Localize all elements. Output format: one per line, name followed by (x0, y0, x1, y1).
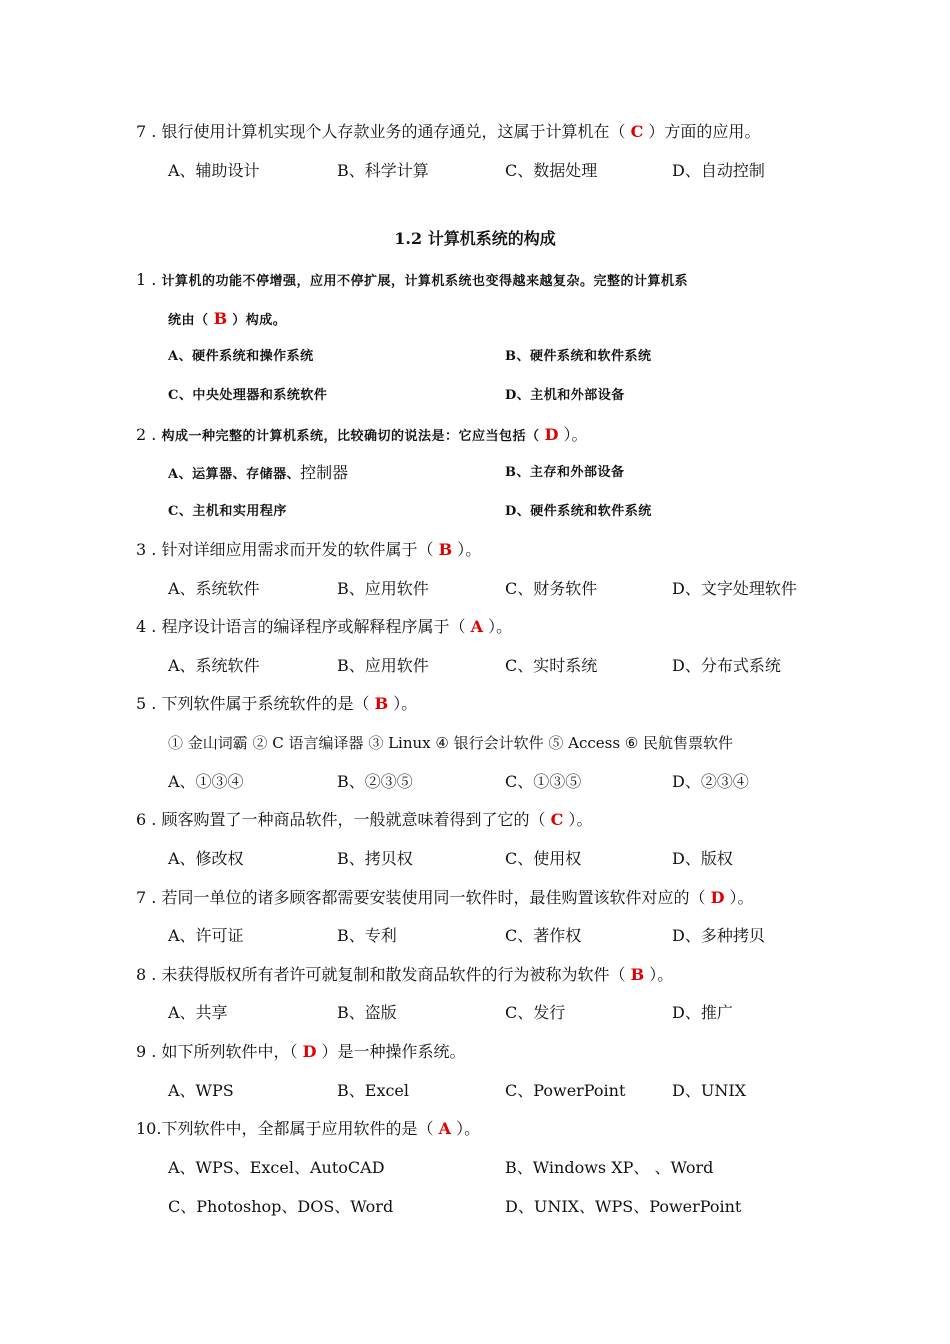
option-c: C、实时系统 (505, 656, 598, 675)
option-d: D、版权 (672, 849, 733, 868)
question-line (0, 306, 950, 332)
answer-mark: D (302, 1042, 317, 1061)
options-row (0, 344, 950, 370)
question-line (0, 267, 950, 293)
question-line (0, 962, 950, 988)
question-line (0, 1116, 950, 1142)
option-c: C、①③⑤ (505, 772, 582, 791)
options-row (0, 769, 950, 795)
option-b: B、盗版 (337, 1003, 397, 1022)
answer-mark: C (630, 122, 644, 141)
question-6 (136, 807, 592, 833)
question-number: 7 . (136, 122, 157, 141)
question-text-end: ）。 (393, 694, 418, 713)
question-line (0, 1039, 950, 1065)
question-10 (136, 1116, 480, 1142)
answer-mark: B (374, 694, 389, 713)
question-line (0, 119, 950, 145)
question-text: 构成一种完整的计算机系统，比较确切的说法是：它应当包括（ (161, 429, 540, 444)
option-b: B、拷贝权 (337, 849, 413, 868)
question-text-end: ）是一种操作系统。 (321, 1042, 466, 1061)
option-d: D、文字处理软件 (672, 579, 797, 598)
option-c: C、Photoshop、DOS、Word (168, 1197, 394, 1216)
question-8 (136, 962, 673, 988)
question-text: 下列软件属于系统软件的是（ (161, 694, 370, 713)
question-text-end: ）。 (729, 888, 754, 907)
option-a: A、系统软件 (168, 656, 260, 675)
options-row (0, 499, 950, 525)
options-row (0, 460, 950, 486)
question-line (0, 537, 950, 563)
question-line (0, 691, 950, 717)
options-row (0, 383, 950, 409)
options-row (0, 653, 950, 679)
options-row (0, 923, 950, 949)
options-row (0, 1000, 950, 1026)
question-3 (136, 537, 481, 563)
answer-mark: B (213, 309, 228, 328)
option-a (168, 460, 348, 488)
option-a: A、WPS (168, 1081, 234, 1100)
option-b: B、Windows XP、 、Word (505, 1158, 714, 1177)
option-d: D、硬件系统和软件系统 (505, 504, 652, 519)
software-list: ① 金山词霸 ② C 语言编译器 ③ Linux ④ 银行会计软件 ⑤ Access ⑥ 民航售票软件 (168, 734, 734, 752)
question-number: 3 . (136, 540, 157, 559)
option-b: B、Excel (337, 1081, 410, 1100)
answer-mark: D (544, 425, 559, 444)
option-a: A、辅助设计 (168, 161, 260, 180)
answer-mark: B (630, 965, 645, 984)
options-row (0, 576, 950, 602)
options-row (0, 1078, 950, 1104)
question-5 (136, 691, 417, 717)
option-d: D、推广 (672, 1003, 733, 1022)
option-c: C、数据处理 (505, 161, 598, 180)
option-b: B、硬件系统和软件系统 (505, 349, 652, 364)
option-b: B、应用软件 (337, 579, 429, 598)
question-line (0, 614, 950, 640)
question-number: 8 . (136, 965, 157, 984)
question-text: 统由（ (168, 313, 209, 328)
question-text: 顾客购置了一种商品软件，一般就意味着得到了它的（ (161, 810, 546, 829)
option-a: A、共享 (168, 1003, 228, 1022)
question-text: 如下所列软件中，（ (161, 1042, 298, 1061)
question-4 (136, 614, 512, 640)
option-d: D、分布式系统 (672, 656, 781, 675)
answer-mark: C (550, 810, 564, 829)
question-line (0, 885, 950, 911)
question-1 (136, 267, 688, 295)
question-9 (136, 1039, 466, 1065)
software-list-line (0, 730, 950, 756)
answer-mark: D (710, 888, 725, 907)
options-row (0, 846, 950, 872)
question-number: 5 . (136, 694, 157, 713)
options-row (0, 1155, 950, 1181)
question-number: 2 . (136, 425, 157, 444)
option-a: A、①③④ (168, 772, 244, 791)
option-c: C、主机和实用程序 (168, 504, 287, 519)
section-title: 1.2 计算机系统的构成 (394, 229, 556, 248)
question-1-cont (168, 306, 286, 334)
question-7-prev (136, 119, 760, 145)
question-7 (136, 885, 754, 911)
question-text-end: ）。 (563, 425, 588, 444)
option-a-part: A、运算器、存储器、 (168, 467, 301, 482)
option-a: A、系统软件 (168, 579, 260, 598)
option-a: A、许可证 (168, 926, 244, 945)
question-text-end: ）方面的应用。 (648, 122, 761, 141)
question-number: 4 . (136, 617, 157, 636)
answer-mark: A (470, 617, 483, 636)
option-b: B、②③⑤ (337, 772, 413, 791)
option-c: C、使用权 (505, 849, 582, 868)
options-row (0, 158, 950, 184)
option-a: A、修改权 (168, 849, 244, 868)
question-text-end: ）。 (488, 617, 513, 636)
option-d: D、主机和外部设备 (505, 388, 625, 403)
option-d: D、UNIX、WPS、PowerPoint (505, 1197, 742, 1216)
question-text: 下列软件中，全都属于应用软件的是（ (161, 1119, 434, 1138)
option-c: C、PowerPoint (505, 1081, 626, 1100)
options-row (0, 1194, 950, 1220)
option-b: B、专利 (337, 926, 397, 945)
question-number: 6 . (136, 810, 157, 829)
question-text: 针对详细应用需求而开发的软件属于（ (161, 540, 434, 559)
option-c: C、中央处理器和系统软件 (168, 388, 328, 403)
option-d: D、自动控制 (672, 161, 765, 180)
question-number: 9 . (136, 1042, 157, 1061)
question-number: 7 . (136, 888, 157, 907)
question-2 (136, 422, 588, 450)
question-line (0, 422, 950, 448)
question-number: 1 . (136, 270, 157, 289)
option-b: B、科学计算 (337, 161, 429, 180)
question-text-end: ）构成。 (232, 313, 287, 328)
option-c: C、著作权 (505, 926, 582, 945)
question-text: 银行使用计算机实现个人存款业务的通存通兑，这属于计算机在（ (161, 122, 626, 141)
option-c: C、财务软件 (505, 579, 598, 598)
question-text: 程序设计语言的编译程序或解释程序属于（ (161, 617, 466, 636)
option-a: A、WPS、Excel、AutoCAD (168, 1158, 385, 1177)
question-number: 10. (136, 1119, 162, 1138)
question-text-end: ）。 (456, 1119, 481, 1138)
answer-mark: A (438, 1119, 451, 1138)
option-c: C、发行 (505, 1003, 566, 1022)
option-a-part: 控制器 (300, 463, 349, 482)
question-text-end: ）。 (568, 810, 593, 829)
question-text: 未获得版权所有者许可就复制和散发商品软件的行为被称为软件（ (161, 965, 626, 984)
question-text-end: ）。 (457, 540, 482, 559)
option-b: B、应用软件 (337, 656, 429, 675)
question-text: 计算机的功能不停增强，应用不停扩展，计算机系统也变得越来越复杂。完整的计算机系 (161, 274, 688, 289)
option-d: D、②③④ (672, 772, 749, 791)
question-line (0, 807, 950, 833)
question-text-end: ）。 (649, 965, 674, 984)
option-b: B、主存和外部设备 (505, 465, 625, 480)
question-text: 若同一单位的诸多顾客都需要安装使用同一软件时，最佳购置该软件对应的（ (161, 888, 706, 907)
answer-mark: B (438, 540, 453, 559)
option-a: A、硬件系统和操作系统 (168, 349, 314, 364)
option-d: D、多种拷贝 (672, 926, 765, 945)
option-d: D、UNIX (672, 1081, 747, 1100)
